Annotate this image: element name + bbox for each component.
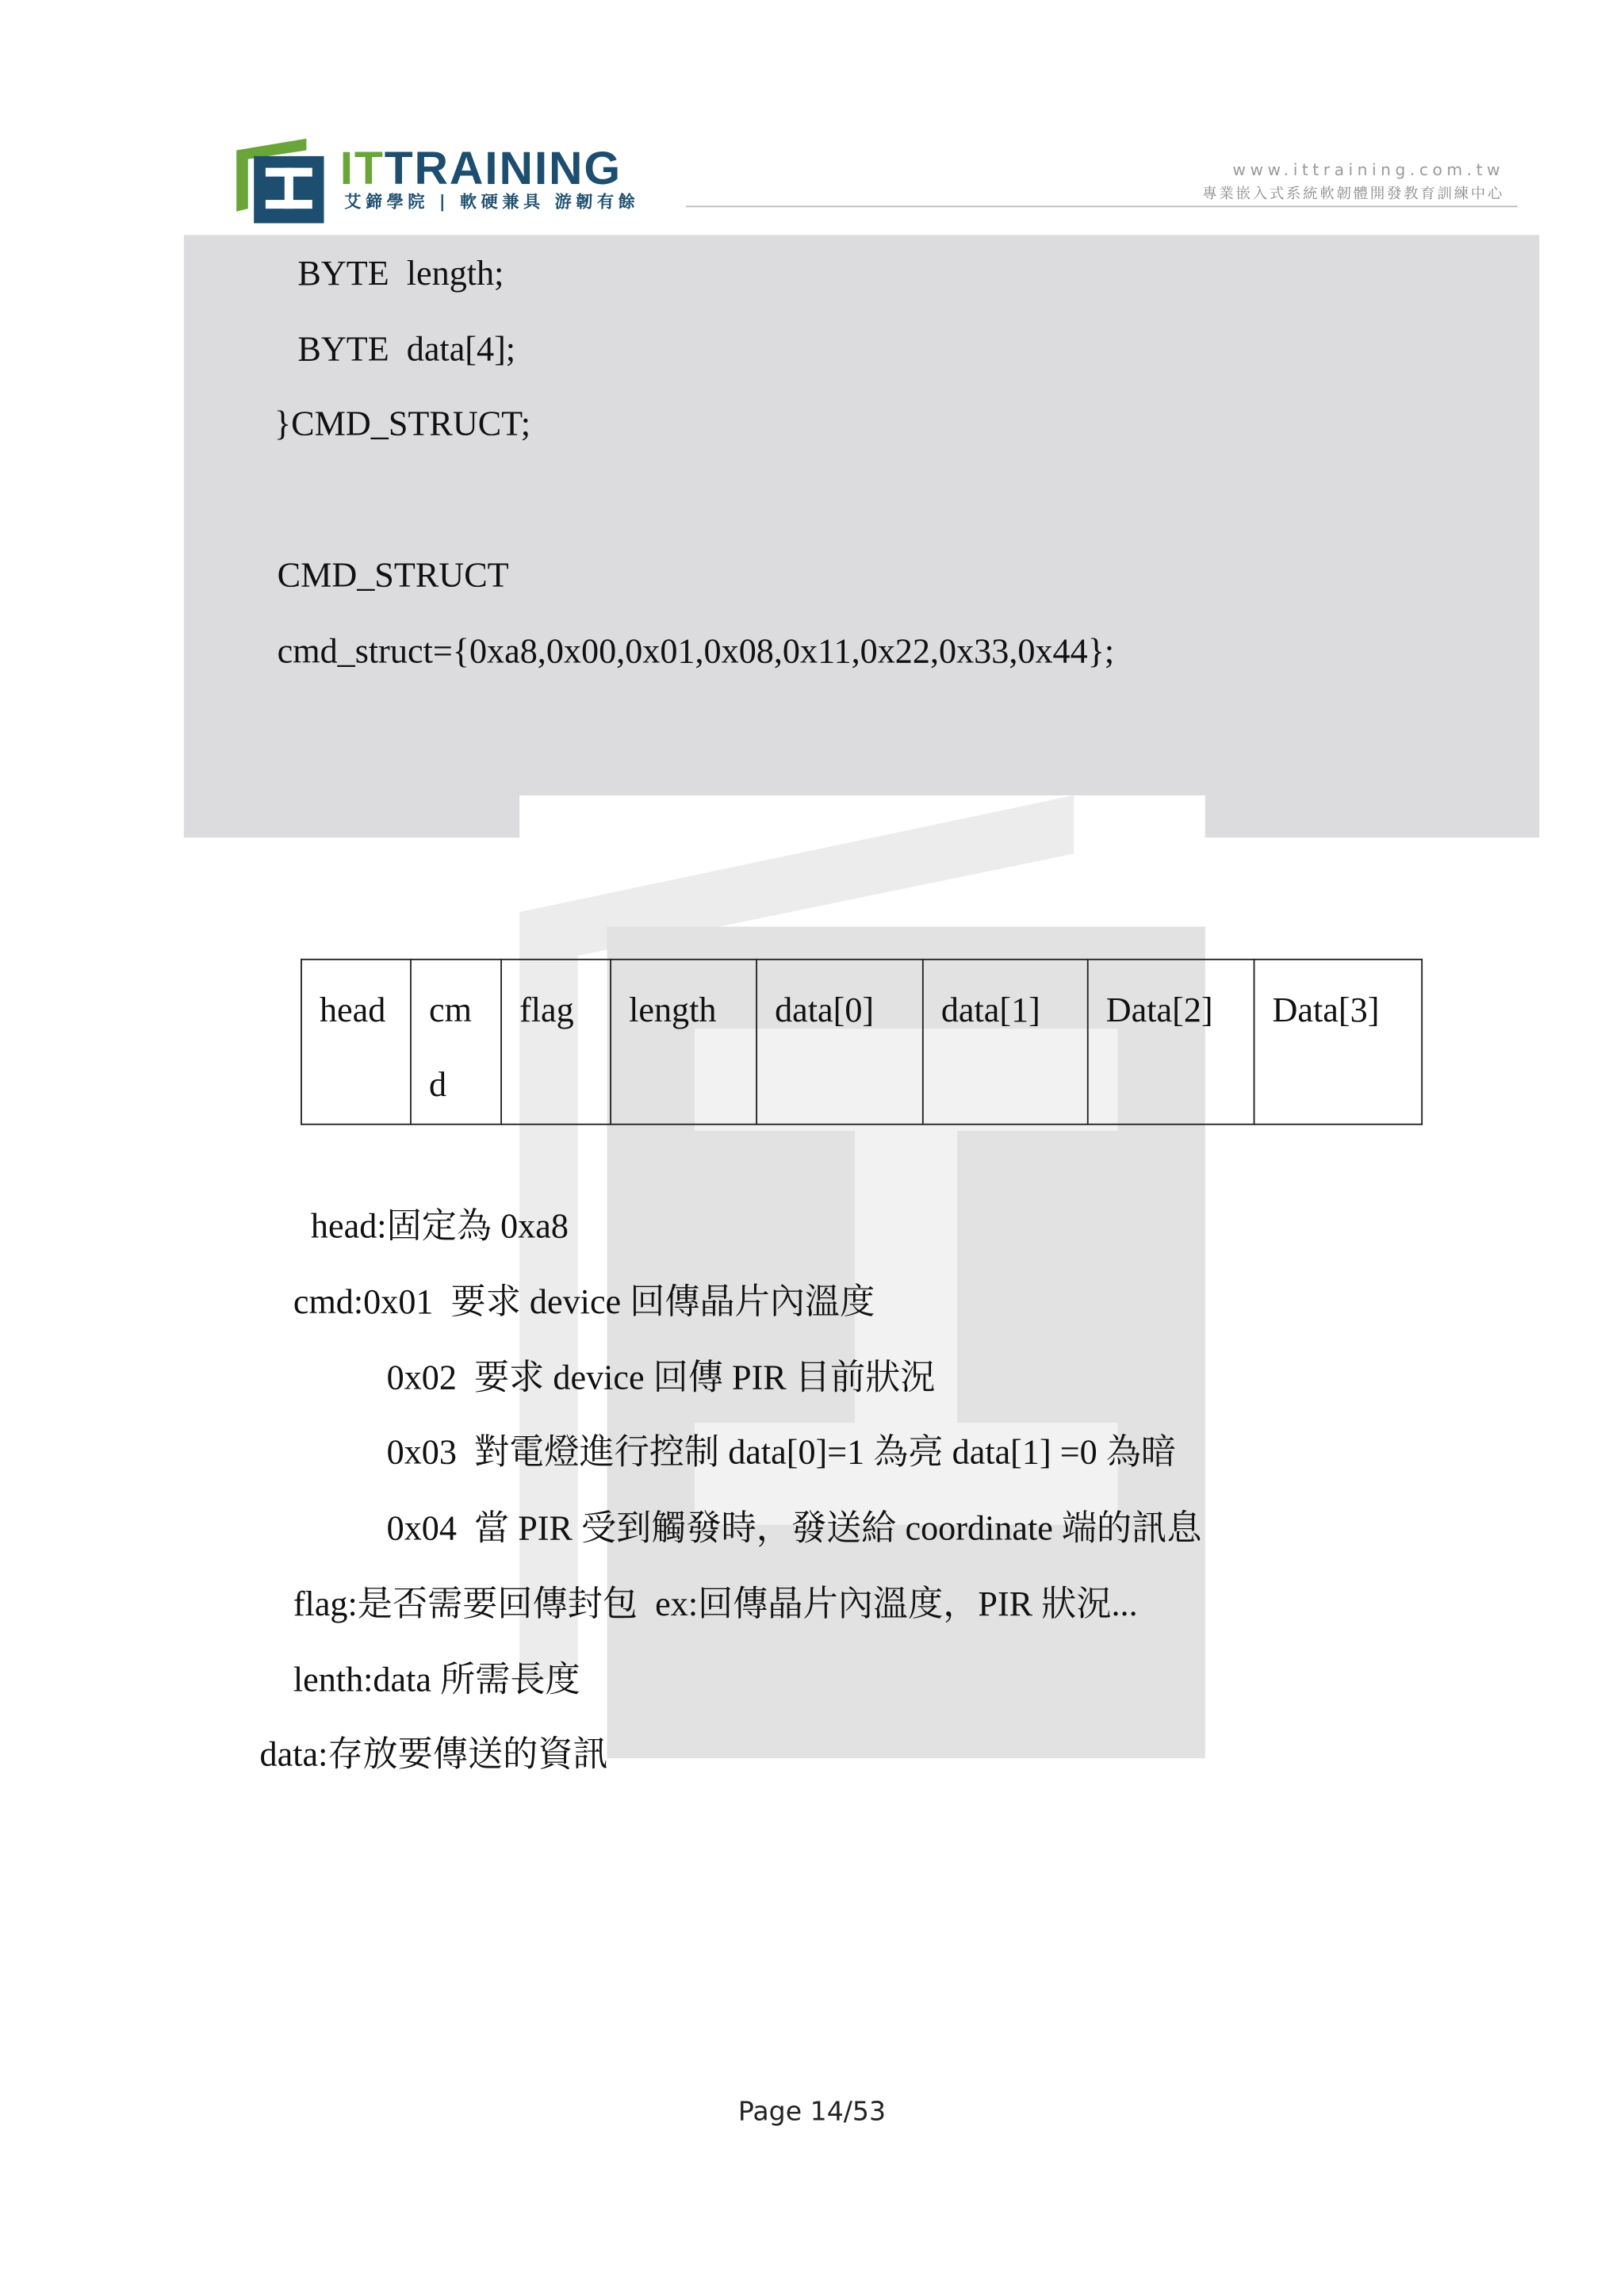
logo-text-training: TRAINING — [384, 141, 622, 194]
description-line: flag:是否需要回傳封包 ex:回傳晶片內溫度，PIR 狀況... — [293, 1586, 1138, 1625]
description-line: 0x03 對電燈進行控制 data[0]=1 為亮 data[1] =0 為暗 — [386, 1434, 1177, 1473]
table-cell: Data[2] — [1088, 960, 1254, 1125]
logo-tagline: 艾鍗學院 | 軟硬兼具 游韌有餘 — [344, 191, 640, 212]
code-line: }CMD_STRUCT; — [274, 405, 530, 444]
site-description: 專業嵌入式系統軟韌體開發教育訓練中心 — [1202, 186, 1505, 203]
code-block — [184, 235, 1539, 837]
page-number: Page 14/53 — [737, 2097, 887, 2128]
description-line: lenth:data 所需長度 — [293, 1661, 580, 1700]
code-line: BYTE data[4]; — [297, 331, 516, 370]
description-line: 0x02 要求 device 回傳 PIR 目前狀況 — [386, 1359, 936, 1398]
logo-icon — [236, 139, 327, 224]
logo-wordmark — [340, 143, 622, 193]
code-line: cmd_struct={0xa8,0x00,0x01,0x08,0x11,0x22,0x33,0x44}; — [277, 633, 1115, 672]
table-cell: cmd — [411, 960, 501, 1125]
table-cell: length — [611, 960, 756, 1125]
code-line: BYTE length; — [297, 255, 504, 293]
packet-field-table — [301, 959, 1423, 1125]
table-cell: flag — [501, 960, 611, 1125]
description-line: data:存放要傳送的資訊 — [259, 1736, 608, 1775]
table-cell: Data[3] — [1254, 960, 1423, 1125]
description-line: cmd:0x01 要求 device 回傳晶片內溫度 — [293, 1284, 875, 1323]
code-line: CMD_STRUCT — [277, 557, 509, 596]
site-url: www.ittraining.com.tw — [1232, 160, 1505, 180]
description-line: head:固定為 0xa8 — [310, 1208, 569, 1247]
description-line: 0x04 當 PIR 受到觸發時，發送給 coordinate 端的訊息 — [386, 1510, 1202, 1549]
table-cell: data[0] — [756, 960, 923, 1125]
table-cell: data[1] — [923, 960, 1088, 1125]
table-cell: head — [301, 960, 411, 1125]
header-divider — [686, 205, 1518, 207]
table-row — [301, 960, 1422, 1125]
logo-text-it: IT — [339, 141, 385, 194]
